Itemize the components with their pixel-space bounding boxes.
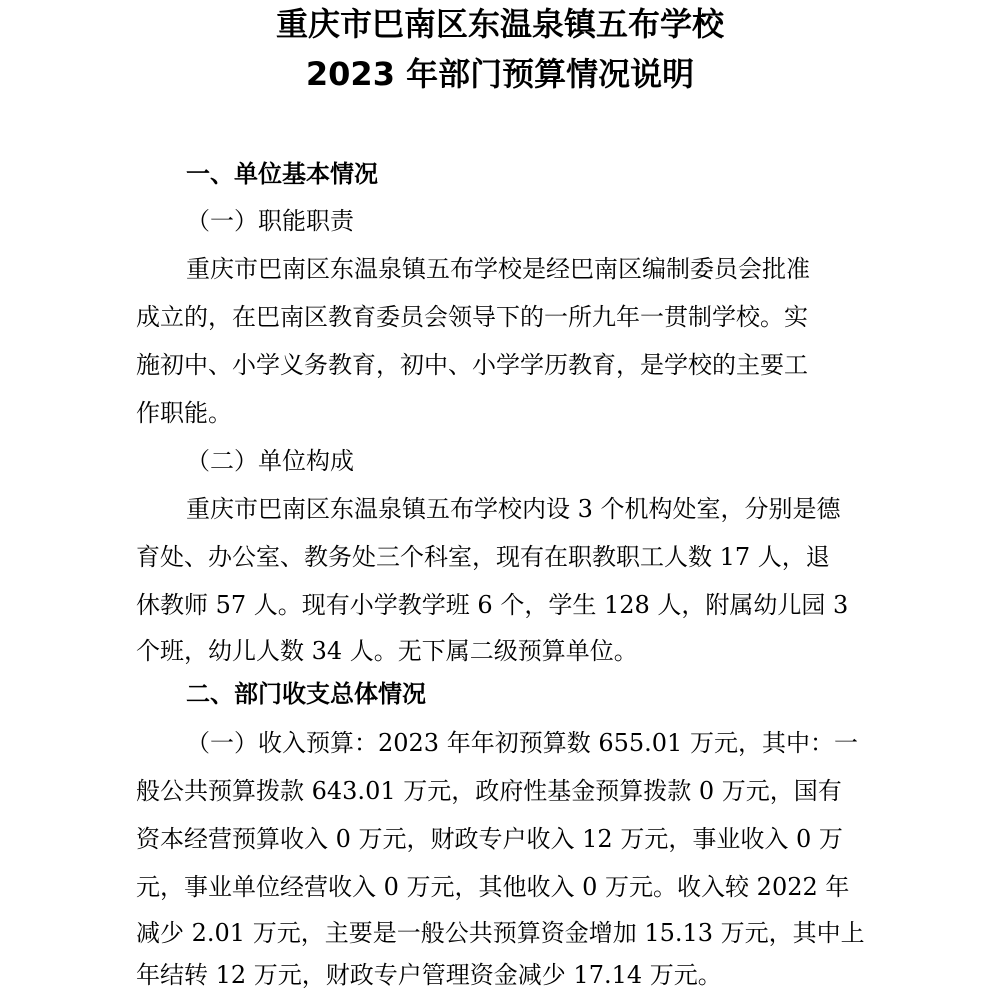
paragraph-line: 资本经营预算收入 0 万元，财政专户收入 12 万元，事业收入 0 万 — [136, 825, 843, 853]
paragraph-line: 施初中、小学义务教育，初中、小学学历教育，是学校的主要工 — [136, 351, 808, 379]
paragraph-line: 元，事业单位经营收入 0 万元，其他收入 0 万元。收入较 2022 年 — [136, 873, 850, 901]
paragraph-line: 休教师 57 人。现有小学教学班 6 个，学生 128 人，附属幼儿园 3 — [136, 591, 849, 619]
paragraph-line: 年结转 12 万元，财政专户管理资金减少 17.14 万元。 — [136, 961, 722, 989]
document-title-line-2: 2023 年部门预算情况说明 — [305, 55, 695, 93]
paragraph-line: 重庆市巴南区东温泉镇五布学校内设 3 个机构处室，分别是德 — [186, 495, 841, 523]
paragraph-line: 般公共预算拨款 643.01 万元，政府性基金预算拨款 0 万元，国有 — [136, 777, 842, 805]
paragraph-line: 减少 2.01 万元，主要是一般公共预算资金增加 15.13 万元，其中上 — [136, 919, 865, 947]
document-title-line-1: 重庆市巴南区东温泉镇五布学校 — [275, 5, 724, 43]
section-1-sub-1-heading: （一）职能职责 — [186, 207, 354, 235]
paragraph-line: （一）收入预算：2023 年年初预算数 655.01 万元，其中：一 — [186, 729, 858, 757]
paragraph-line: 成立的，在巴南区教育委员会领导下的一所九年一贯制学校。实 — [136, 303, 808, 331]
paragraph-line: 个班，幼儿人数 34 人。无下属二级预算单位。 — [136, 637, 638, 665]
paragraph-line: 重庆市巴南区东温泉镇五布学校是经巴南区编制委员会批准 — [186, 255, 810, 283]
paragraph-line: 作职能。 — [136, 399, 232, 427]
section-1-heading: 一、单位基本情况 — [186, 160, 378, 188]
section-1-sub-2-heading: （二）单位构成 — [186, 447, 354, 475]
section-2-heading: 二、部门收支总体情况 — [186, 680, 426, 708]
paragraph-line: 育处、办公室、教务处三个科室，现有在职教职工人数 17 人，退 — [136, 543, 830, 571]
